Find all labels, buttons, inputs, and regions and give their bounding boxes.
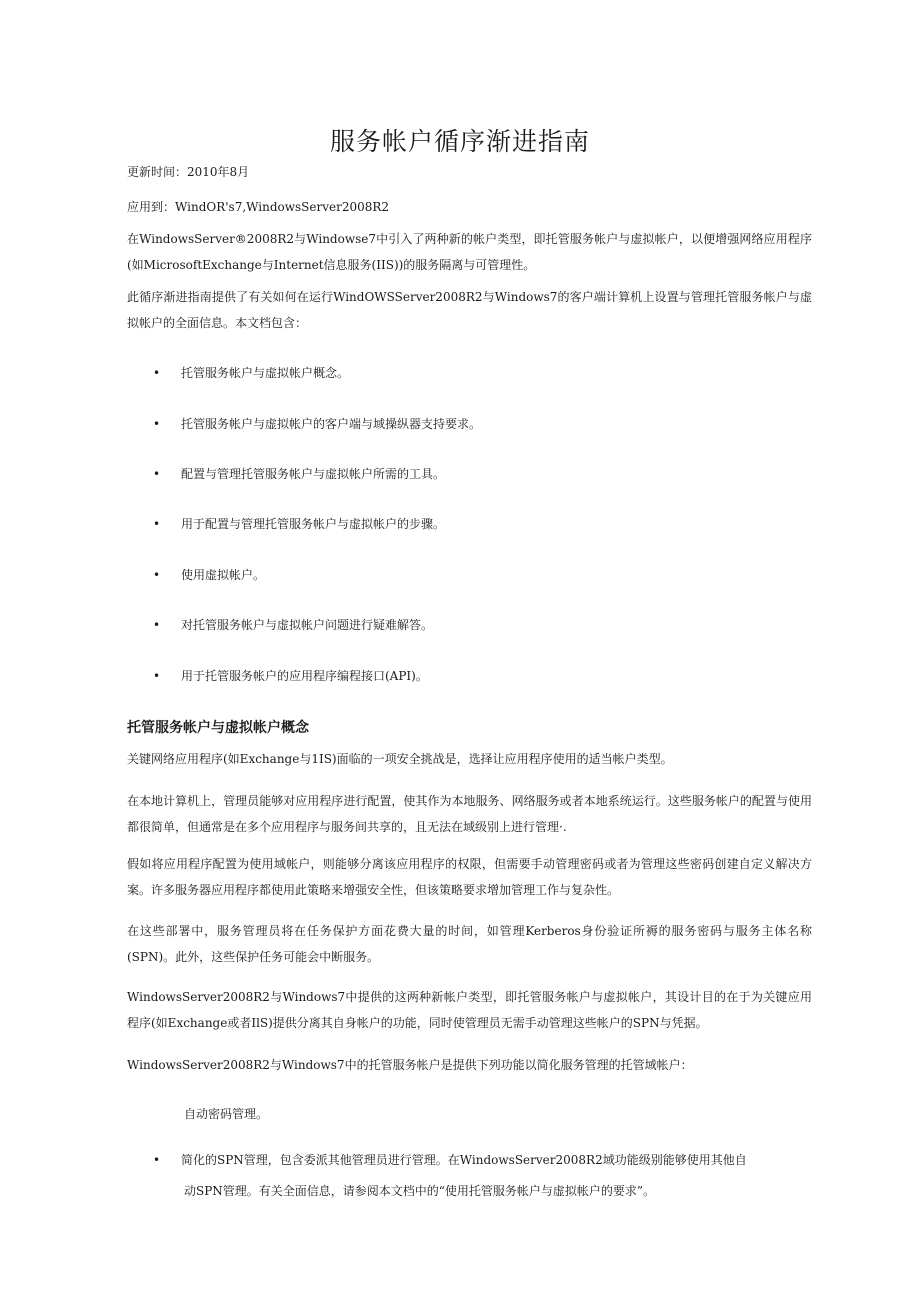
feature-list-item-continuation: 动SPN管理。有关全面信息，请参阅本文档中的“使用托管服务帐户与虚拟帐户的要求”。	[184, 1184, 656, 1198]
contents-list-item-text: 使用虚拟帐户。	[181, 568, 266, 582]
bullet-icon: •	[153, 517, 161, 531]
bullet-icon: •	[153, 568, 161, 582]
contents-list-item-text: 用于托管服务帐户的应用程序编程接口(API)。	[181, 669, 428, 683]
bullet-icon: •	[153, 618, 161, 632]
contents-list-item-text: 对托管服务帐户与虚拟帐户问题进行疑难解答。	[181, 618, 434, 632]
section-paragraph: WindowsServer2008R2与Windows7中提供的这两种新帐户类型，即托管服务帐户与虚拟帐户，其设计目的在于为关键应用程序(如Exchange或者IlS)提供分离其自身帐户的功能，同时使管理员无需手动管理这些帐户的SPN与凭据。	[127, 990, 812, 1030]
contents-list-item-text: 用于配置与管理托管服务帐户与虚拟帐户的步骤。	[181, 517, 446, 531]
contents-list-item	[153, 616, 433, 633]
section-paragraph: 关键网络应用程序(如Exchange与1IS)面临的一项安全挑战是，选择让应用程序使用的适当帐户类型。	[127, 752, 673, 766]
bullet-icon: •	[153, 417, 161, 431]
contents-list-item	[153, 667, 428, 684]
update-time: 更新时间：2010年8月	[127, 165, 250, 179]
document-title: 服务帐户循序渐进指南	[329, 127, 590, 156]
section-paragraph: 假如将应用程序配置为使用域帐户，则能够分离该应用程序的权限，但需要手动管理密码或者为管理这些密码创建自定义解决方案。许多服务器应用程序都使用此策略来增强安全性，但该策略要求增加管理工作与复杂性。	[127, 857, 812, 897]
intro-paragraph: 在WindowsServer®2008R2与Windowse7中引入了两种新的帐户类型，即托管服务帐户与虚拟帐户，以便增强网络应用程序(如MicrosoftExchange与Internet信息服务(IIS))的服务隔离与可管理性。	[127, 232, 812, 272]
bullet-icon: •	[153, 1153, 161, 1167]
section-heading: 托管服务帐户与虚拟帐户概念	[127, 720, 309, 736]
guide-description: 此循序渐进指南提供了有关如何在运行WindOWSServer2008R2与Windows7的客户端计算机上设置与管理托管服务帐户与虚拟帐户的全面信息。本文档包含：	[127, 290, 812, 330]
contents-list-item	[153, 515, 445, 532]
contents-list-item-text: 托管服务帐户与虚拟帐户概念。	[181, 366, 350, 380]
section-paragraph: 在这些部署中，服务管理员将在任务保护方面花费大量的时间，如管理Kerberos身份验证所褥的服务密码与服务主体名称(SPN)。此外，这些保护任务可能会中断服务。	[127, 924, 812, 964]
feature-list-item	[153, 1151, 747, 1168]
bullet-icon: •	[153, 366, 161, 380]
bullet-icon: •	[153, 669, 161, 683]
applies-to: 应用到：WindOR's7,WindowsServer2008R2	[127, 200, 390, 214]
feature-item: 自动密码管理。	[184, 1107, 269, 1121]
contents-list-item-text: 托管服务帐户与虚拟帐户的客户端与域操纵器支持要求。	[181, 417, 482, 431]
contents-list-item	[153, 364, 349, 381]
contents-list-item	[153, 465, 445, 482]
contents-list-item-text: 配置与管理托管服务帐户与虚拟帐户所需的工具。	[181, 467, 446, 481]
section-paragraph: 在本地计算机上，管理员能够对应用程序进行配置，使其作为本地服务、网络服务或者本地系统运行。这些服务帐户的配置与使用都很简单，但通常是在多个应用程序与服务间共享的，且无法在域级别上进行管理·.	[127, 794, 812, 834]
contents-list-item	[153, 415, 481, 432]
section-paragraph: WindowsServer2008R2与Windows7中的托管服务帐户是提供下列功能以简化服务管理的托管域帐户：	[127, 1058, 693, 1072]
bullet-icon: •	[153, 467, 161, 481]
feature-list-item-text: 简化的SPN管理，包含委派其他管理员进行管理。在WindowsServer2008R2域功能级别能够使用其他自	[181, 1153, 747, 1167]
contents-list-item	[153, 566, 265, 583]
